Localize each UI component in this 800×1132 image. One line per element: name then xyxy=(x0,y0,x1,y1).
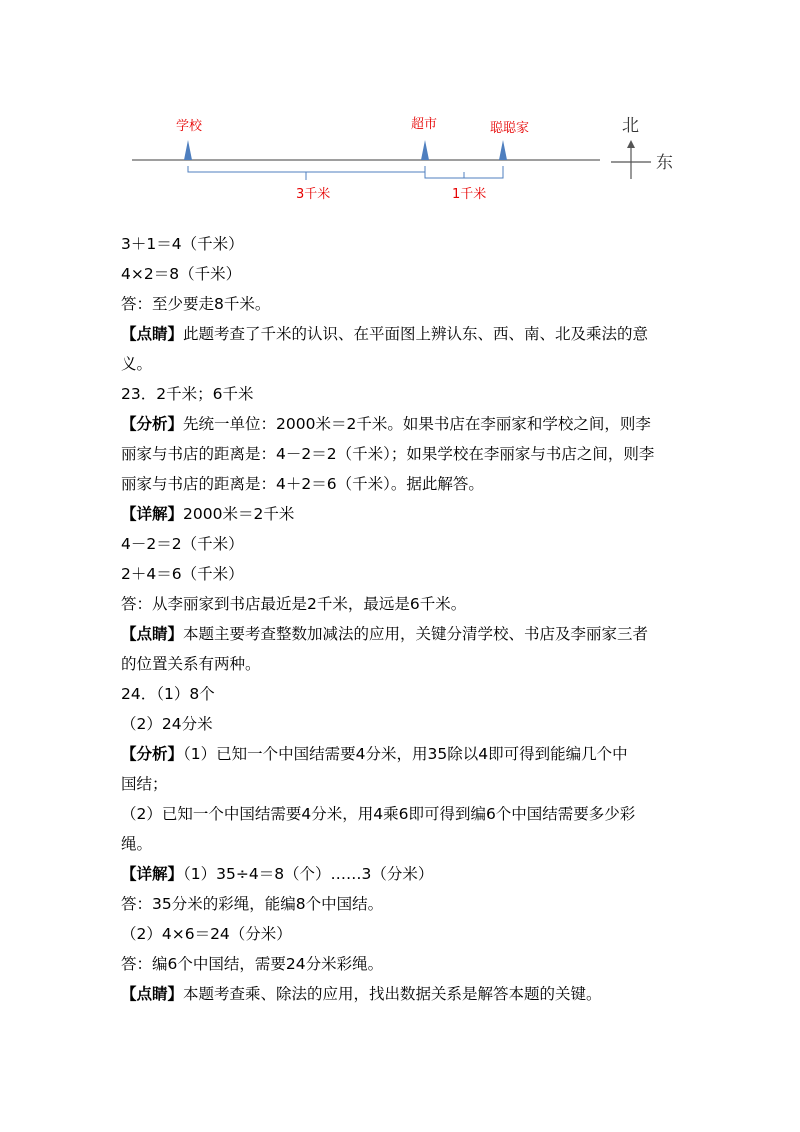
line-text: （2）4×6＝24（分米） xyxy=(121,925,292,943)
line-text: 2000米＝2千米 xyxy=(183,505,295,523)
text-line xyxy=(121,349,681,379)
text-line xyxy=(121,319,681,349)
line-tag: 【详解】 xyxy=(121,505,184,523)
line-text: 答：编6个中国结，需要24分米彩绳。 xyxy=(121,955,384,973)
text-line xyxy=(121,889,681,919)
line-text: 4－2＝2（千米） xyxy=(121,535,244,553)
landmark-label-supermarket: 超市 xyxy=(411,117,438,132)
text-line xyxy=(121,499,681,529)
line-tag: 【点睛】 xyxy=(121,625,184,643)
line-text: 4×2＝8（千米） xyxy=(121,265,242,283)
landmark-label-home: 聪聪家 xyxy=(490,121,530,136)
compass-north-label: 北 xyxy=(622,116,639,136)
compass-east-label: 东 xyxy=(656,153,673,173)
text-line xyxy=(121,949,681,979)
text-line xyxy=(121,589,681,619)
line-text: 此题考查了千米的认识、在平面图上辨认东、西、南、北及乘法的意 xyxy=(183,325,649,343)
text-line xyxy=(121,799,681,829)
school-marker xyxy=(184,140,192,160)
line-tag: 【分析】 xyxy=(121,745,184,763)
text-line xyxy=(121,979,681,1009)
bracket-3km xyxy=(188,166,425,180)
line-tag: 【点睛】 xyxy=(121,985,184,1003)
text-line xyxy=(121,679,681,709)
line-text: 绳。 xyxy=(121,835,153,853)
line-tag: 【分析】 xyxy=(121,415,184,433)
line-text: 的位置关系有两种。 xyxy=(121,655,261,673)
text-line xyxy=(121,619,681,649)
line-text: 答：从李丽家到书店最近是2千米，最远是6千米。 xyxy=(121,595,467,613)
text-line xyxy=(121,529,681,559)
line-text: 23．2千米；6千米 xyxy=(121,385,254,403)
text-line xyxy=(121,919,681,949)
compass-north-arrow xyxy=(627,140,635,148)
line-text: 2＋4＝6（千米） xyxy=(121,565,244,583)
text-line xyxy=(121,859,681,889)
line-text: 义。 xyxy=(121,355,153,373)
text-line xyxy=(121,709,681,739)
text-line xyxy=(121,739,681,769)
supermarket-marker xyxy=(421,140,429,160)
line-text: 本题主要考查整数加减法的应用，关键分清学校、书店及李丽家三者 xyxy=(183,625,649,643)
text-line xyxy=(121,259,681,289)
line-text: 丽家与书店的距离是：4－2＝2（千米）；如果学校在李丽家与书店之间，则李 xyxy=(121,445,655,463)
line-tag: 【详解】 xyxy=(121,865,184,883)
text-line xyxy=(121,559,681,589)
text-line xyxy=(121,649,681,679)
number-line-diagram xyxy=(0,0,800,220)
text-line xyxy=(121,379,681,409)
solution-text xyxy=(121,229,681,1009)
segment-label-1km: 1千米 xyxy=(452,187,487,202)
text-line xyxy=(121,409,681,439)
line-text: 答：35分米的彩绳，能编8个中国结。 xyxy=(121,895,384,913)
line-text: 本题考查乘、除法的应用，找出数据关系是解答本题的关键。 xyxy=(183,985,602,1003)
line-text: 丽家与书店的距离是：4＋2＝6（千米）。据此解答。 xyxy=(121,475,484,493)
text-line xyxy=(121,769,681,799)
text-line xyxy=(121,469,681,499)
segment-label-3km: 3千米 xyxy=(296,187,331,202)
line-text: 24．（1）8个 xyxy=(121,685,215,703)
line-text: （2）24分米 xyxy=(121,715,213,733)
line-tag: 【点睛】 xyxy=(121,325,184,343)
line-text: 答：至少要走8千米。 xyxy=(121,295,271,313)
line-text: 国结； xyxy=(121,775,168,793)
line-text: 3＋1＝4（千米） xyxy=(121,235,244,253)
line-text: （1）35÷4＝8（个）……3（分米） xyxy=(183,865,434,883)
text-line xyxy=(121,439,681,469)
line-text: （1）已知一个中国结需要4分米，用35除以4即可得到能编几个中 xyxy=(183,745,628,763)
bracket-1km xyxy=(425,166,503,178)
line-text: 先统一单位：2000米＝2千米。如果书店在李丽家和学校之间，则李 xyxy=(183,415,651,433)
home-marker xyxy=(499,140,507,160)
text-line xyxy=(121,829,681,859)
text-line xyxy=(121,229,681,259)
landmark-label-school: 学校 xyxy=(176,119,203,134)
text-line xyxy=(121,289,681,319)
line-text: （2）已知一个中国结需要4分米，用4乘6即可得到编6个中国结需要多少彩 xyxy=(121,805,636,823)
